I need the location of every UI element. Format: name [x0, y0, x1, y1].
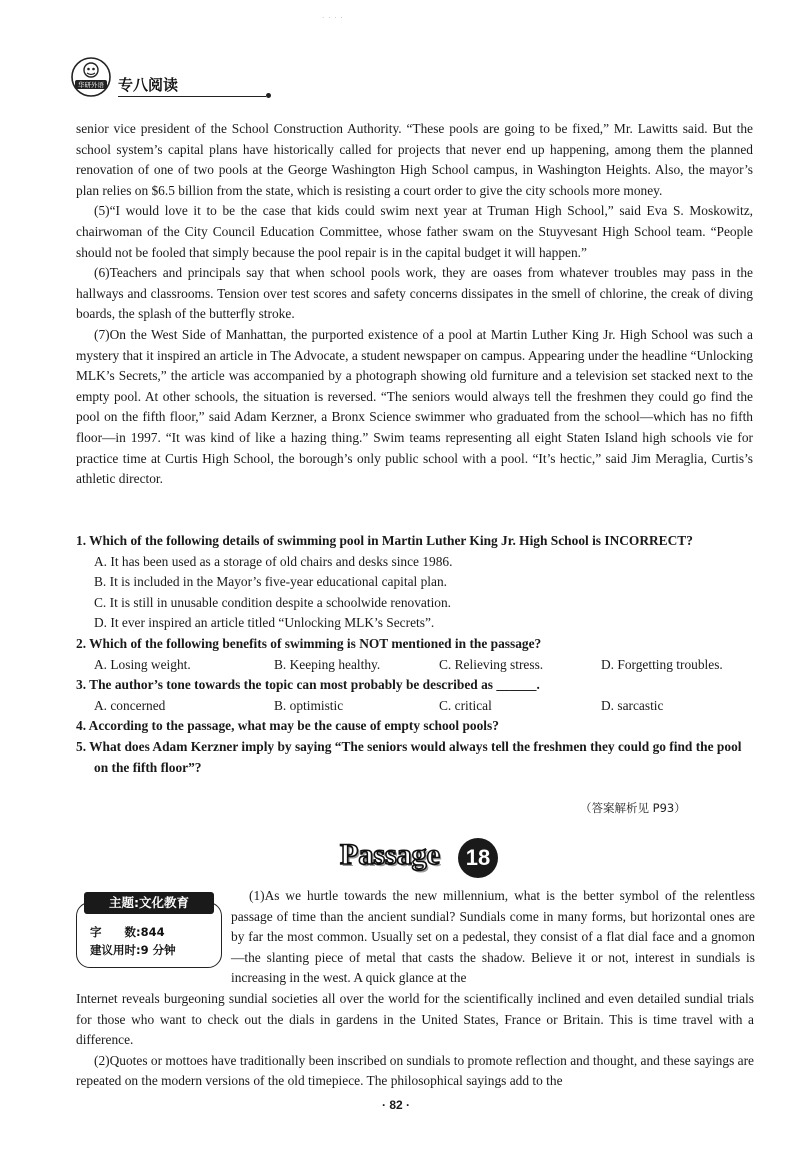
question-2-option-c: C. Relieving stress. [439, 656, 544, 672]
header-dot [266, 93, 271, 98]
question-1-option-b: B. It is included in the Mayor’s five-year educational capital plan. [94, 574, 448, 590]
question-1-option-d: D. It ever inspired an article titled “Unlocking MLK’s Secrets”. [94, 615, 435, 631]
question-2: 2. Which of the following benefits of swimming is NOT mentioned in the passage? [76, 635, 542, 651]
passage-18-paragraph-1-cont: Internet reveals burgeoning sundial societies all over the world for the scientifically inclined and even detailed sundial trials for those who want to check out the dials in gardens in the United States, France or Britain. This is time travel with a difference. [76, 991, 754, 1048]
header-rule [118, 96, 266, 97]
passage-18-paragraph-1-text: (1)As we hurtle towards the new millennium, what is the better symbol of the relentless passage of time than the ancient sundial? Sundials come in many forms, but horizontal ones are by far the most common. Usually set on a pedestal, they consist of a flat dial face and a gnomon—the slanting piece of metal that casts the shadow. Believe it or not, interest in sundials is increasing in the west. A quick glance at the [231, 888, 755, 986]
passage-18-paragraph-1 [231, 886, 755, 989]
question-3-option-b: B. optimistic [274, 697, 344, 713]
passage-18-paragraph-2: (2)Quotes or mottoes have traditionally been inscribed on sundials to promote reflection and thought, and these sayings are repeated on the modern versions of the old timepiece. The philosophical sayings add to the [76, 1052, 754, 1089]
page-header [70, 56, 750, 106]
passage-17-paragraph-6: (6)Teachers and principals say that when school pools work, they are oases from whatever troubles may pass in the hallways and classrooms. Tension over test scores and safety concerns dissipates in the smell of chlorine, the creak of diving boards, the splash of the butterfly stroke. [76, 265, 753, 322]
question-3: 3. The author’s tone towards the topic can most probably be described as ______. [76, 677, 540, 693]
question-3-options [76, 696, 756, 717]
passage-banner-number: 18 [458, 838, 498, 878]
scan-noise: · · · · [322, 14, 344, 22]
passage-17-body [76, 119, 753, 490]
question-2-option-b: B. Keeping healthy. [274, 656, 381, 672]
word-count: 字 数:844 [90, 925, 165, 939]
question-3-option-c: C. critical [439, 697, 492, 713]
answer-reference: （答案解析见 P93） [580, 801, 686, 815]
passage-17-paragraph-5: (5)“I would love it to be the case that kids could swim next year at Truman High School,” said Eva S. Moskowitz, chairwoman of the City Council Education Committee, whose father swam on the Stuyvesant High School team. “People should not be fooled that simply because the pool repair is in the capital budget it will happen.” [76, 203, 753, 260]
topic-tag: 主题:文化教育 [84, 892, 214, 914]
question-5: 5. What does Adam Kerzner imply by saying “The seniors would always tell the freshmen they could go find the pool on the fifth floor”? [76, 738, 742, 775]
passage-18-body [76, 989, 754, 1092]
question-3-option-d: D. sarcastic [601, 697, 664, 713]
logo-text: 华研外语 [78, 81, 104, 89]
question-1-option-a: A. It has been used as a storage of old chairs and desks since 1986. [94, 553, 453, 569]
question-2-option-a: A. Losing weight. [94, 656, 191, 672]
question-1-option-c: C. It is still in unusable condition despite a schoolwide renovation. [94, 594, 452, 610]
passage-17-paragraph-7: (7)On the West Side of Manhattan, the purported existence of a pool at Martin Luther King Jr. High School was such a mystery that it inspired an article in The Advocate, a student newspaper on campus. Appearing under the headline “Unlocking MLK’s Secrets,” the article was accompanied by a photograph showing old furniture and a television set stacked next to the empty pool. At other schools, the situation is reversed. “The seniors would always tell the freshmen they could go find the pool on the fifth floor,” said Adam Kerzner, a Bronx Science swimmer who graduated from the school—which has no fifth floor—in 1997. “It was kind of like a hazing thing.” Swim teams representing all eight Staten Island high schools vie for practice time at Curtis High School, the borough’s only public school with a pool. “It’s hectic,” said Jim Meraglia, Curtis’s athletic director. [76, 326, 753, 487]
question-4: 4. According to the passage, what may be the cause of empty school pools? [76, 718, 499, 734]
question-1: 1. Which of the following details of swimming pool in Martin Luther King Jr. High School is INCORRECT? [76, 533, 693, 548]
section-title: 专八阅读 [118, 76, 179, 94]
suggested-time: 建议用时:9 分钟 [90, 943, 176, 957]
question-list [76, 531, 756, 778]
publisher-logo-icon [70, 56, 112, 98]
page-number: · 82 · [382, 1098, 411, 1112]
question-2-options [76, 655, 756, 676]
passage-banner-word: Passage [340, 838, 440, 871]
passage-18-banner [340, 838, 500, 880]
question-3-option-a: A. concerned [94, 697, 166, 713]
passage-17-paragraph-4-cont: senior vice president of the School Construction Authority. “These pools are going to be fixed,” Mr. Lawitts said. But the school system’s capital plans have historically called for projects that never end up happening, among them the planned renovation of one of two pools at the George Washington High School campus, in Washington Heights. Also, the mayor’s plan relies on $6.5 billion from the state, which is resisting a court order to give the city schools more money. [76, 121, 753, 198]
passage-info-box [76, 892, 224, 968]
question-2-option-d: D. Forgetting troubles. [601, 656, 723, 672]
